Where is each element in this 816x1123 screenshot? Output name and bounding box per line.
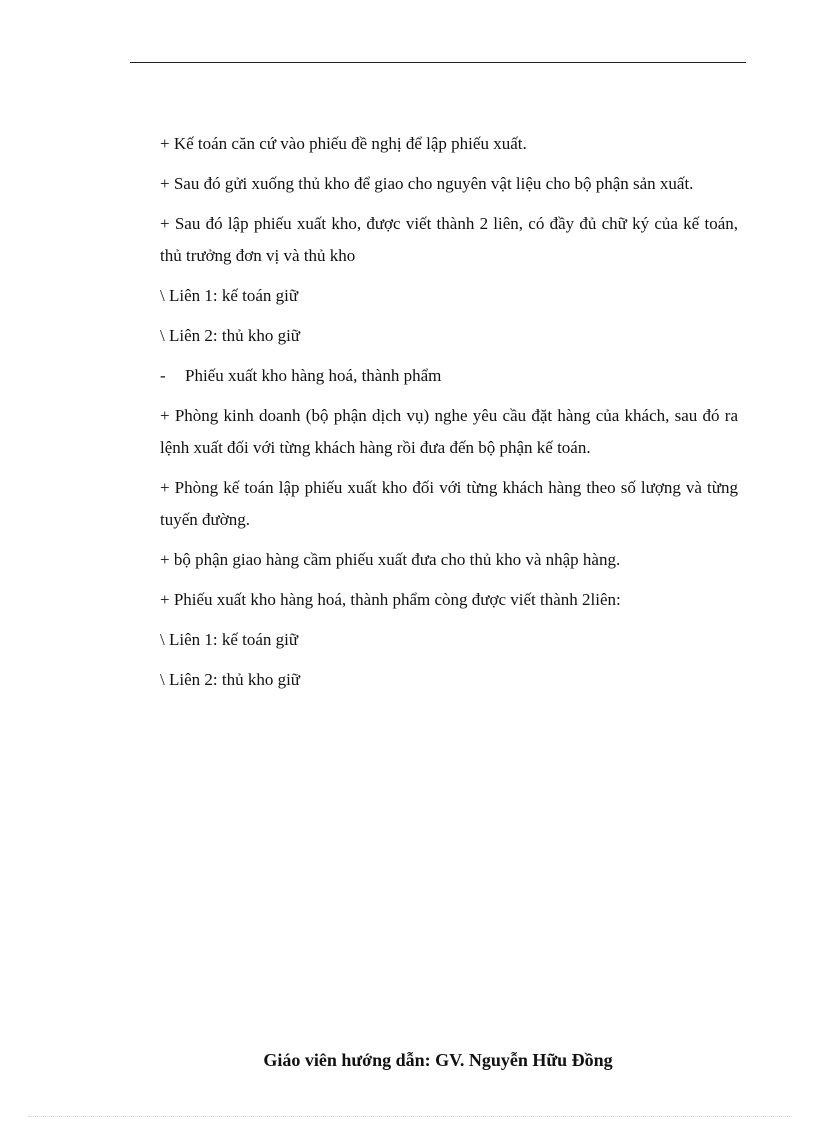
paragraph: + Phiếu xuất kho hàng hoá, thành phẩm còng được viết thành 2liên: [160, 590, 621, 609]
list-item: \ Liên 2: thủ kho giữ [160, 326, 301, 345]
header-rule [130, 62, 746, 63]
paragraph: + Sau đó lập phiếu xuất kho, được viết thành 2 liên, có đầy đủ chữ ký của kế toán, thủ trưởng đơn vị và thủ kho [160, 214, 738, 265]
document-body [160, 128, 738, 704]
list-item: \ Liên 1: kế toán giữ [160, 630, 299, 649]
bottom-rule [28, 1116, 792, 1117]
dash-bullet: - [160, 366, 166, 385]
paragraph: + Sau đó gửi xuống thủ kho để giao cho nguyên vật liệu cho bộ phận sản xuất. [160, 174, 694, 193]
footer-text: Giáo viên hướng dẫn: GV. Nguyễn Hữu Đồng [263, 1050, 613, 1070]
paragraph: + Kế toán căn cứ vào phiếu đề nghị để lập phiếu xuất. [160, 134, 527, 153]
section-heading [160, 360, 738, 392]
page-footer [0, 1050, 816, 1071]
list-item: \ Liên 1: kế toán giữ [160, 286, 299, 305]
paragraph: + Phòng kinh doanh (bộ phận dịch vụ) nghe yêu cầu đặt hàng của khách, sau đó ra lệnh xuất đối với từng khách hàng rồi đưa đến bộ phận kế toán. [160, 406, 738, 457]
list-item: \ Liên 2: thủ kho giữ [160, 670, 301, 689]
paragraph: + bộ phận giao hàng cầm phiếu xuất đưa cho thủ kho và nhập hàng. [160, 550, 621, 569]
section-heading-text: Phiếu xuất kho hàng hoá, thành phẩm [185, 366, 442, 385]
paragraph: + Phòng kế toán lập phiếu xuất kho đối với từng khách hàng theo số lượng và từng tuyến đường. [160, 478, 738, 529]
